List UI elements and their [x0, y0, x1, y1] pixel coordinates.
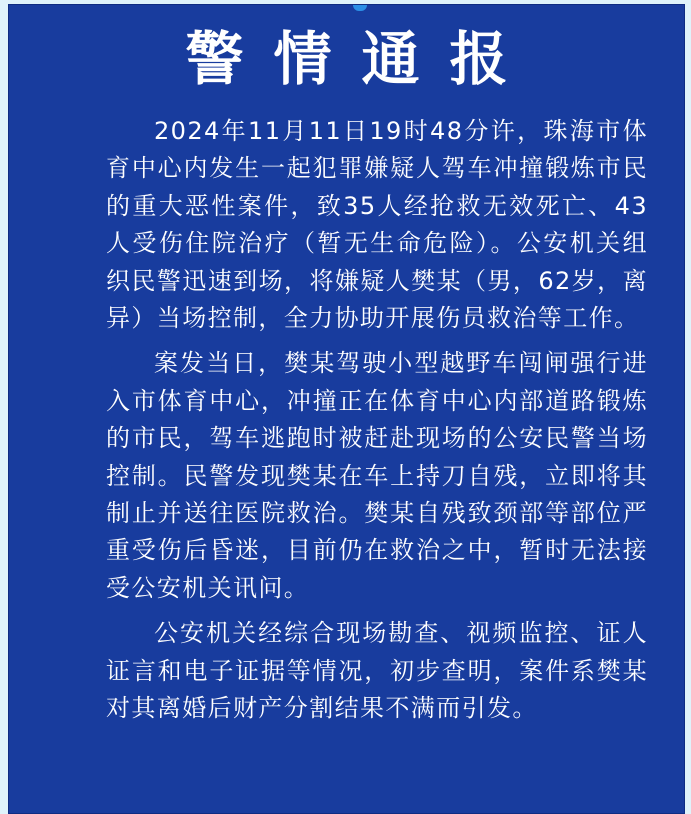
notice-paragraph-2: 案发当日，樊某驾驶小型越野车闯闸强行进入市体育中心，冲撞正在体育中心内部道路锻炼的市民，驾车逃跑时被赶赴现场的公安民警当场控制。民警发现樊某在车上持刀自残，立即将其制止并送往医院救治。樊某自残致颈部等部位严重受伤后昏迷，目前仍在救治之中，暂时无法接受公安机关讯问。 [106, 349, 648, 602]
notice-body [106, 113, 648, 728]
police-notice-panel [8, 4, 685, 814]
notice-paragraph-1: 2024年11月11日19时48分许，珠海市体育中心内发生一起犯罪嫌疑人驾车冲撞锻炼市民的重大恶性案件，致35人经抢救无效死亡、43人受伤住院治疗（暂无生命危险）。公安机关组织民警迅速到场，将嫌疑人樊某（男，62岁，离异）当场控制，全力协助开展伤员救治等工作。 [106, 117, 648, 333]
notice-title: 警情通报 [185, 25, 538, 93]
top-accent-mark [353, 5, 367, 11]
notice-paragraph-3: 公安机关经综合现场勘查、视频监控、证人证言和电子证据等情况，初步查明，案件系樊某对其离婚后财产分割结果不满而引发。 [106, 619, 648, 723]
